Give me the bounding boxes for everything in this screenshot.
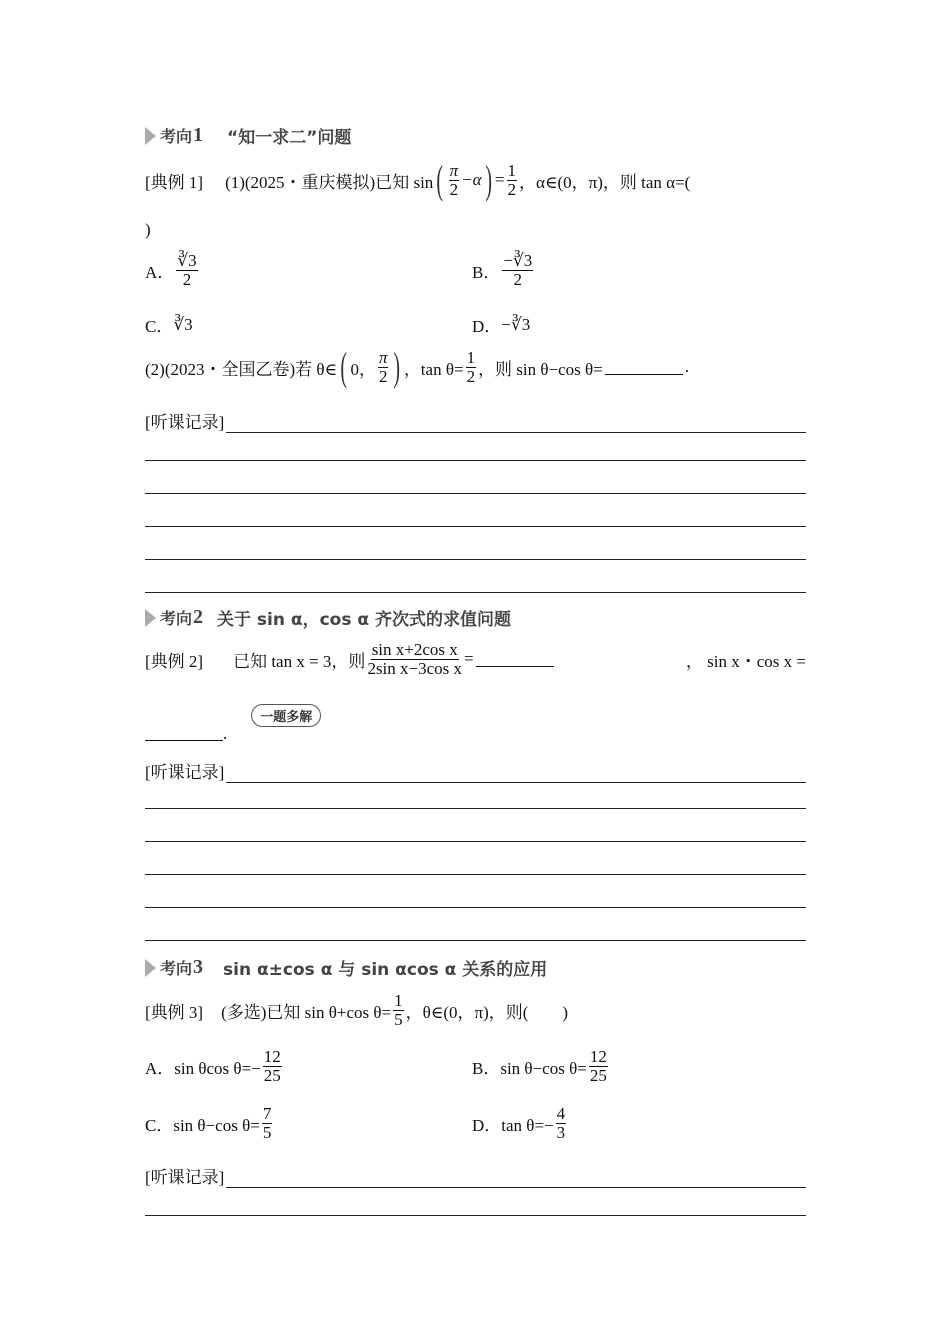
den: 2 [449,179,459,199]
paren: ) [484,157,492,202]
notes-field[interactable] [145,758,806,783]
notes-line[interactable] [145,559,806,560]
heading-label: 考向 [160,959,193,978]
option-c [145,312,193,337]
notes-line[interactable] [145,1215,806,1216]
den: 25 [263,1065,281,1085]
fraction [393,992,404,1029]
heading-number: 1 [193,124,204,146]
num: sin x+2cos x [371,640,458,659]
label: A． [145,262,175,282]
value: ∛3 [173,314,193,334]
notes-line[interactable] [145,592,806,593]
text: . [684,357,690,376]
text: ，θ∈(0，π)，则( ) [405,1002,569,1022]
example-tag: [典例 1] [145,172,204,192]
den: 3 [556,1122,566,1142]
text: ，tan θ= [403,359,464,379]
den: 5 [262,1122,272,1142]
notes-line[interactable] [145,526,806,527]
num: 1 [394,991,403,1010]
option-d [472,1105,568,1142]
text: (多选)已知 sin θ+cos θ= [221,1002,392,1022]
num: 4 [556,1104,566,1123]
text: = [464,649,474,669]
heading-number: 2 [193,606,204,628]
text: 已知 tan x = 3，则 [233,651,366,671]
triangle-icon [145,609,156,627]
notes-line[interactable] [145,907,806,908]
example-2-cont [145,710,321,745]
text: ) [145,220,151,239]
heading-title: “知一求二”问题 [227,128,352,148]
notes-field[interactable] [145,408,806,433]
rule [226,418,806,433]
fraction [466,349,477,386]
option-d [472,312,530,337]
paren: ( [436,157,444,202]
num: π [449,160,459,180]
den: 2 [507,179,516,199]
fraction [263,1048,282,1085]
den: 2 [513,269,523,289]
example-tag: [典例 3] [145,1002,204,1022]
notes-line[interactable] [145,940,806,941]
text: = [494,170,505,189]
num: ∛3 [177,251,197,270]
notes-label: [听课记录] [145,413,225,432]
text: (1)(2025・重庆模拟)已知 sin [225,172,434,192]
text: ， sin x・cos x = [685,651,806,671]
text: −α [461,170,482,189]
text: ，则 sin θ−cos θ= [478,359,603,379]
multi-solution-badge: 一题多解 [251,704,321,727]
heading-label: 考向 [160,609,193,628]
triangle-icon [145,127,156,145]
label: A．sin θcos θ=− [145,1058,261,1078]
label: C．sin θ−cos θ= [145,1115,260,1135]
rule [226,1173,806,1188]
paren: ( [340,344,348,389]
den: 2 [182,269,192,289]
notes-line[interactable] [145,874,806,875]
label: B． [472,262,501,282]
fraction [502,252,533,289]
example-3-line [145,992,568,1029]
option-a [145,1048,284,1085]
notes-label: [听课记录] [145,1168,225,1187]
label: B．sin θ−cos θ= [472,1058,587,1078]
section-heading-3 [145,955,547,980]
notes-line[interactable] [145,493,806,494]
heading-number: 3 [193,956,204,978]
fraction [378,349,389,386]
option-b [472,1048,610,1085]
option-c [145,1105,274,1142]
den: 5 [394,1009,403,1029]
answer-blank[interactable] [605,360,683,375]
section-heading-2 [145,605,511,630]
text: 0， [350,359,376,379]
label: C． [145,317,174,336]
option-b [472,252,535,289]
text: . [223,723,228,743]
label: D．tan θ=− [472,1115,554,1135]
option-a [145,252,200,289]
den: 25 [589,1065,607,1085]
den: 2sin x−3cos x [367,658,463,678]
notes-label: [听课记录] [145,763,225,782]
num: 1 [507,160,516,180]
answer-blank[interactable] [476,652,554,667]
text: (2)(2023・全国乙卷)若 θ∈ [145,359,338,379]
heading-label: 考向 [160,127,193,146]
fraction [589,1048,608,1085]
value: −∛3 [501,314,531,334]
notes-line[interactable] [145,841,806,842]
fraction [262,1105,273,1142]
heading-title: 关于 sin α，cos α 齐次式的求值问题 [217,610,511,630]
example-tag: [典例 2] [145,651,204,671]
paren: ) [393,344,401,389]
notes-field[interactable] [145,1163,806,1188]
fraction [449,162,460,199]
rule [226,768,806,783]
fraction [556,1105,567,1142]
example-1-part-2 [145,344,690,389]
answer-blank[interactable] [145,726,223,741]
label: D． [472,317,502,336]
notes-line[interactable] [145,460,806,461]
heading-title: sin α±cos α 与 sin αcos α 关系的应用 [223,960,548,980]
num: 12 [589,1047,607,1066]
den: 2 [378,366,388,386]
fraction [176,252,197,289]
notes-line[interactable] [145,808,806,809]
num: π [378,347,388,367]
section-heading-1 [145,123,351,148]
num: −∛3 [503,251,533,270]
num: 1 [466,347,476,367]
den: 2 [466,366,476,386]
text: ，α∈(0，π)，则 tan α=( [519,172,691,192]
example-2-line [145,641,806,678]
num: 12 [263,1047,281,1066]
example-1-line [145,157,691,202]
num: 7 [262,1104,272,1123]
fraction [507,162,518,199]
triangle-icon [145,959,156,977]
fraction [367,641,462,678]
